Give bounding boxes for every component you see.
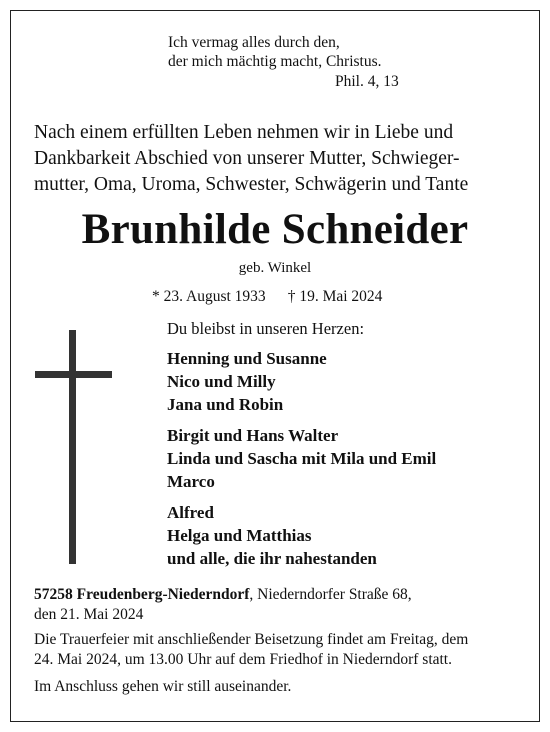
family-member: und alle, die ihr nahestanden: [167, 548, 377, 568]
family-member: Alfred: [167, 503, 214, 522]
intro-line-2: Dankbarkeit Abschied von unserer Mutter, Schwieger-: [34, 148, 460, 169]
family-group-3: [167, 502, 377, 570]
maiden-name: geb. Winkel: [238, 260, 312, 276]
family-member: Helga und Matthias: [167, 525, 312, 545]
service-line-1: Die Trauerfeier mit anschließender Beisetzung findet am Freitag, dem: [34, 631, 469, 648]
family-member: Birgit und Hans Walter: [167, 426, 339, 445]
death-date: † 19. Mai 2024: [287, 288, 383, 305]
family-member: Marco: [167, 471, 215, 491]
service-line-2: 24. Mai 2024, um 13.00 Uhr auf dem Friedhof in Niederndorf statt.: [34, 651, 452, 668]
verse-line-1: Ich vermag alles durch den,: [168, 34, 340, 51]
address-block: [34, 585, 412, 625]
cross-icon-beam: [35, 371, 112, 378]
family-member: Henning und Susanne: [167, 349, 327, 368]
service-notice: [34, 630, 468, 670]
address-street: , Niederndorfer Straße 68,: [249, 586, 412, 603]
life-dates: [152, 288, 382, 306]
address-date: den 21. Mai 2024: [34, 606, 144, 623]
family-member: Jana und Robin: [167, 394, 284, 414]
farewell-note: Im Anschluss gehen wir still auseinander.: [34, 678, 292, 695]
intro-line-1: Nach einem erfüllten Leben nehmen wir in Liebe und: [34, 122, 454, 143]
family-group-1: [167, 348, 327, 416]
remembrance-text: Du bleibst in unseren Herzen:: [167, 319, 365, 338]
verse-reference: Phil. 4, 13: [335, 73, 399, 90]
bible-verse: [168, 33, 382, 71]
family-member: Linda und Sascha mit Mila und Emil: [167, 448, 437, 468]
cross-icon: [69, 330, 76, 564]
intro-line-3: mutter, Oma, Uroma, Schwester, Schwägerin und Tante: [34, 174, 469, 195]
deceased-name: Brunhilde Schneider: [81, 206, 469, 253]
family-group-2: [167, 425, 436, 493]
intro-text: [34, 120, 468, 198]
birth-date: * 23. August 1933: [152, 288, 266, 305]
family-member: Nico und Milly: [167, 371, 276, 391]
address-place: 57258 Freudenberg-Niederndorf: [34, 586, 250, 603]
verse-line-2: der mich mächtig macht, Christus.: [168, 53, 382, 70]
